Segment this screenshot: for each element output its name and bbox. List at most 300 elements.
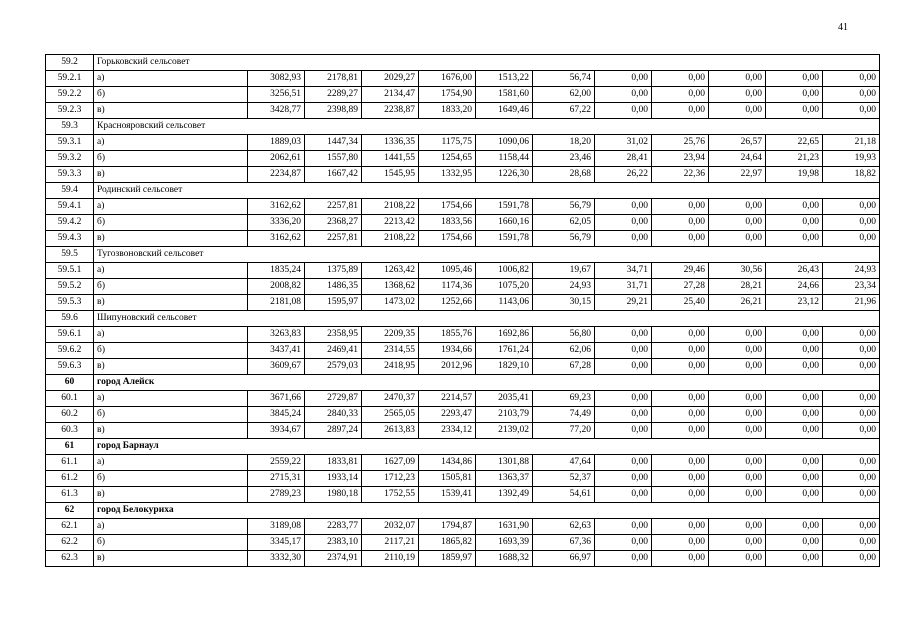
value-cell: 26,21 (709, 295, 766, 311)
value-cell: 0,00 (652, 471, 709, 487)
value-cell: 0,00 (823, 551, 880, 567)
value-cell: 0,00 (709, 343, 766, 359)
value-cell: 2139,02 (476, 423, 533, 439)
row-code: 59.5.2 (46, 279, 94, 295)
value-cell: 18,20 (533, 135, 595, 151)
tariff-table (45, 54, 880, 567)
row-code: 59.6.3 (46, 359, 94, 375)
value-cell: 1226,30 (476, 167, 533, 183)
value-cell: 0,00 (652, 327, 709, 343)
value-cell: 1595,97 (305, 295, 362, 311)
value-cell: 67,28 (533, 359, 595, 375)
value-cell: 0,00 (823, 423, 880, 439)
table-row (46, 135, 880, 151)
table-row (46, 295, 880, 311)
table-row (46, 103, 880, 119)
table-row (46, 551, 880, 567)
value-cell: 1833,81 (305, 455, 362, 471)
value-cell: 24,93 (533, 279, 595, 295)
value-cell: 26,22 (595, 167, 652, 183)
value-cell: 0,00 (652, 359, 709, 375)
value-cell: 2029,27 (362, 71, 419, 87)
section-code: 59.3 (46, 119, 94, 135)
value-cell: 3345,17 (248, 535, 305, 551)
value-cell: 1368,62 (362, 279, 419, 295)
value-cell: 0,00 (709, 407, 766, 423)
value-cell: 0,00 (823, 391, 880, 407)
value-cell: 21,18 (823, 135, 880, 151)
value-cell: 0,00 (709, 215, 766, 231)
value-cell: 0,00 (595, 199, 652, 215)
section-header-row (46, 119, 880, 135)
value-cell: 0,00 (652, 87, 709, 103)
value-cell: 62,63 (533, 519, 595, 535)
value-cell: 0,00 (595, 87, 652, 103)
table-row (46, 71, 880, 87)
value-cell: 1829,10 (476, 359, 533, 375)
value-cell: 0,00 (766, 551, 823, 567)
row-label: б) (94, 151, 248, 167)
value-cell: 23,12 (766, 295, 823, 311)
table-row (46, 471, 880, 487)
row-label: а) (94, 327, 248, 343)
value-cell: 2897,24 (305, 423, 362, 439)
value-cell: 29,46 (652, 263, 709, 279)
value-cell: 1332,95 (419, 167, 476, 183)
section-title: Тугозвоновский сельсовет (94, 247, 880, 263)
value-cell: 1557,80 (305, 151, 362, 167)
value-cell: 1889,03 (248, 135, 305, 151)
section-title: город Белокуриха (94, 503, 880, 519)
row-code: 59.2.1 (46, 71, 94, 87)
value-cell: 29,21 (595, 295, 652, 311)
row-code: 62.1 (46, 519, 94, 535)
value-cell: 0,00 (823, 535, 880, 551)
value-cell: 22,36 (652, 167, 709, 183)
value-cell: 1545,95 (362, 167, 419, 183)
value-cell: 0,00 (709, 231, 766, 247)
value-cell: 3332,30 (248, 551, 305, 567)
value-cell: 2008,82 (248, 279, 305, 295)
value-cell: 0,00 (595, 407, 652, 423)
value-cell: 0,00 (652, 391, 709, 407)
value-cell: 2565,05 (362, 407, 419, 423)
value-cell: 22,97 (709, 167, 766, 183)
value-cell: 1174,36 (419, 279, 476, 295)
section-header-row (46, 247, 880, 263)
value-cell: 62,05 (533, 215, 595, 231)
value-cell: 1301,88 (476, 455, 533, 471)
section-header-row (46, 55, 880, 71)
table-row (46, 279, 880, 295)
table-row (46, 327, 880, 343)
table-row (46, 215, 880, 231)
table-row (46, 519, 880, 535)
value-cell: 2314,55 (362, 343, 419, 359)
table-row (46, 231, 880, 247)
section-title: Горьковский сельсовет (94, 55, 880, 71)
value-cell: 2613,83 (362, 423, 419, 439)
value-cell: 1363,37 (476, 471, 533, 487)
value-cell: 0,00 (766, 391, 823, 407)
value-cell: 1855,76 (419, 327, 476, 343)
value-cell: 2789,23 (248, 487, 305, 503)
section-title: Шипуновский сельсовет (94, 311, 880, 327)
row-code: 59.2.2 (46, 87, 94, 103)
section-header-row (46, 375, 880, 391)
value-cell: 0,00 (652, 535, 709, 551)
value-cell: 1752,55 (362, 487, 419, 503)
value-cell: 0,00 (823, 71, 880, 87)
value-cell: 3428,77 (248, 103, 305, 119)
value-cell: 28,21 (709, 279, 766, 295)
value-cell: 2213,42 (362, 215, 419, 231)
row-label: а) (94, 263, 248, 279)
value-cell: 2383,10 (305, 535, 362, 551)
section-header-row (46, 311, 880, 327)
value-cell: 1252,66 (419, 295, 476, 311)
value-cell: 0,00 (652, 487, 709, 503)
value-cell: 2257,81 (305, 231, 362, 247)
section-code: 59.6 (46, 311, 94, 327)
value-cell: 1833,20 (419, 103, 476, 119)
value-cell: 0,00 (652, 519, 709, 535)
value-cell: 1754,90 (419, 87, 476, 103)
value-cell: 2257,81 (305, 199, 362, 215)
value-cell: 0,00 (823, 359, 880, 375)
value-cell: 22,65 (766, 135, 823, 151)
value-cell: 0,00 (595, 455, 652, 471)
value-cell: 0,00 (709, 87, 766, 103)
value-cell: 52,37 (533, 471, 595, 487)
value-cell: 2289,27 (305, 87, 362, 103)
value-cell: 2103,79 (476, 407, 533, 423)
value-cell: 2559,22 (248, 455, 305, 471)
value-cell: 1667,42 (305, 167, 362, 183)
value-cell: 0,00 (652, 407, 709, 423)
value-cell: 3934,67 (248, 423, 305, 439)
value-cell: 1513,22 (476, 71, 533, 87)
value-cell: 2398,89 (305, 103, 362, 119)
value-cell: 24,93 (823, 263, 880, 279)
value-cell: 1486,35 (305, 279, 362, 295)
row-code: 59.4.2 (46, 215, 94, 231)
value-cell: 2374,91 (305, 551, 362, 567)
row-code: 59.5.1 (46, 263, 94, 279)
value-cell: 0,00 (709, 103, 766, 119)
value-cell: 0,00 (595, 327, 652, 343)
value-cell: 30,15 (533, 295, 595, 311)
table-row (46, 455, 880, 471)
value-cell: 0,00 (652, 231, 709, 247)
value-cell: 0,00 (652, 215, 709, 231)
value-cell: 69,23 (533, 391, 595, 407)
value-cell: 2840,33 (305, 407, 362, 423)
value-cell: 1794,87 (419, 519, 476, 535)
table-row (46, 151, 880, 167)
table-body (46, 55, 880, 567)
row-label: в) (94, 231, 248, 247)
value-cell: 0,00 (652, 199, 709, 215)
value-cell: 1392,49 (476, 487, 533, 503)
value-cell: 0,00 (766, 87, 823, 103)
value-cell: 2368,27 (305, 215, 362, 231)
value-cell: 28,68 (533, 167, 595, 183)
value-cell: 3162,62 (248, 231, 305, 247)
section-code: 59.2 (46, 55, 94, 71)
value-cell: 1835,24 (248, 263, 305, 279)
value-cell: 0,00 (709, 423, 766, 439)
value-cell: 0,00 (709, 519, 766, 535)
value-cell: 2293,47 (419, 407, 476, 423)
section-title: Родинский сельсовет (94, 183, 880, 199)
value-cell: 19,67 (533, 263, 595, 279)
value-cell: 0,00 (595, 343, 652, 359)
row-label: в) (94, 359, 248, 375)
value-cell: 2110,19 (362, 551, 419, 567)
value-cell: 2469,41 (305, 343, 362, 359)
value-cell: 2035,41 (476, 391, 533, 407)
value-cell: 2178,81 (305, 71, 362, 87)
value-cell: 0,00 (823, 455, 880, 471)
value-cell: 56,79 (533, 231, 595, 247)
value-cell: 0,00 (766, 519, 823, 535)
value-cell: 1447,34 (305, 135, 362, 151)
value-cell: 0,00 (766, 487, 823, 503)
value-cell: 77,20 (533, 423, 595, 439)
value-cell: 0,00 (766, 103, 823, 119)
value-cell: 24,64 (709, 151, 766, 167)
value-cell: 54,61 (533, 487, 595, 503)
value-cell: 0,00 (595, 231, 652, 247)
value-cell: 21,23 (766, 151, 823, 167)
value-cell: 0,00 (823, 215, 880, 231)
value-cell: 0,00 (652, 551, 709, 567)
value-cell: 2032,07 (362, 519, 419, 535)
row-code: 60.2 (46, 407, 94, 423)
value-cell: 3162,62 (248, 199, 305, 215)
row-code: 59.5.3 (46, 295, 94, 311)
value-cell: 1505,81 (419, 471, 476, 487)
row-label: б) (94, 535, 248, 551)
value-cell: 26,43 (766, 263, 823, 279)
row-label: а) (94, 71, 248, 87)
value-cell: 2579,03 (305, 359, 362, 375)
value-cell: 1581,60 (476, 87, 533, 103)
table-row (46, 359, 880, 375)
value-cell: 1441,55 (362, 151, 419, 167)
value-cell: 0,00 (709, 455, 766, 471)
value-cell: 0,00 (709, 199, 766, 215)
value-cell: 1006,82 (476, 263, 533, 279)
row-code: 61.1 (46, 455, 94, 471)
value-cell: 3671,66 (248, 391, 305, 407)
row-label: в) (94, 167, 248, 183)
section-title: город Барнаул (94, 439, 880, 455)
value-cell: 1859,97 (419, 551, 476, 567)
value-cell: 62,00 (533, 87, 595, 103)
value-cell: 3082,93 (248, 71, 305, 87)
row-code: 59.4.3 (46, 231, 94, 247)
row-code: 59.3.3 (46, 167, 94, 183)
value-cell: 3437,41 (248, 343, 305, 359)
row-code: 59.2.3 (46, 103, 94, 119)
table-row (46, 423, 880, 439)
value-cell: 56,79 (533, 199, 595, 215)
value-cell: 0,00 (595, 551, 652, 567)
value-cell: 0,00 (823, 407, 880, 423)
value-cell: 0,00 (595, 71, 652, 87)
value-cell: 3263,83 (248, 327, 305, 343)
row-label: в) (94, 295, 248, 311)
section-code: 60 (46, 375, 94, 391)
value-cell: 1539,41 (419, 487, 476, 503)
value-cell: 31,02 (595, 135, 652, 151)
value-cell: 2108,22 (362, 231, 419, 247)
value-cell: 3189,08 (248, 519, 305, 535)
row-label: а) (94, 519, 248, 535)
value-cell: 2283,77 (305, 519, 362, 535)
value-cell: 0,00 (766, 199, 823, 215)
value-cell: 0,00 (652, 423, 709, 439)
value-cell: 1591,78 (476, 231, 533, 247)
value-cell: 0,00 (709, 487, 766, 503)
value-cell: 1692,86 (476, 327, 533, 343)
value-cell: 0,00 (709, 327, 766, 343)
table-row (46, 391, 880, 407)
value-cell: 3256,51 (248, 87, 305, 103)
value-cell: 3609,67 (248, 359, 305, 375)
value-cell: 2470,37 (362, 391, 419, 407)
section-code: 61 (46, 439, 94, 455)
value-cell: 0,00 (595, 391, 652, 407)
row-code: 59.6.1 (46, 327, 94, 343)
table-row (46, 343, 880, 359)
value-cell: 0,00 (766, 71, 823, 87)
value-cell: 19,98 (766, 167, 823, 183)
value-cell: 1693,39 (476, 535, 533, 551)
value-cell: 0,00 (595, 215, 652, 231)
value-cell: 2358,95 (305, 327, 362, 343)
value-cell: 21,96 (823, 295, 880, 311)
value-cell: 0,00 (766, 343, 823, 359)
value-cell: 1933,14 (305, 471, 362, 487)
value-cell: 2729,87 (305, 391, 362, 407)
value-cell: 0,00 (823, 231, 880, 247)
value-cell: 0,00 (823, 199, 880, 215)
value-cell: 1754,66 (419, 231, 476, 247)
row-label: в) (94, 103, 248, 119)
value-cell: 0,00 (709, 71, 766, 87)
value-cell: 0,00 (766, 231, 823, 247)
table-row (46, 535, 880, 551)
value-cell: 0,00 (595, 487, 652, 503)
value-cell: 0,00 (766, 407, 823, 423)
table-row (46, 167, 880, 183)
value-cell: 56,80 (533, 327, 595, 343)
value-cell: 0,00 (823, 487, 880, 503)
value-cell: 2234,87 (248, 167, 305, 183)
value-cell: 1754,66 (419, 199, 476, 215)
row-label: а) (94, 135, 248, 151)
value-cell: 1336,35 (362, 135, 419, 151)
value-cell: 1631,90 (476, 519, 533, 535)
value-cell: 62,06 (533, 343, 595, 359)
table-row (46, 199, 880, 215)
value-cell: 1375,89 (305, 263, 362, 279)
value-cell: 30,56 (709, 263, 766, 279)
row-label: а) (94, 199, 248, 215)
value-cell: 25,76 (652, 135, 709, 151)
value-cell: 66,97 (533, 551, 595, 567)
row-label: б) (94, 471, 248, 487)
value-cell: 2012,96 (419, 359, 476, 375)
value-cell: 67,22 (533, 103, 595, 119)
value-cell: 1649,46 (476, 103, 533, 119)
value-cell: 24,66 (766, 279, 823, 295)
row-label: б) (94, 87, 248, 103)
value-cell: 34,71 (595, 263, 652, 279)
value-cell: 0,00 (709, 471, 766, 487)
value-cell: 1095,46 (419, 263, 476, 279)
section-code: 59.4 (46, 183, 94, 199)
row-label: б) (94, 343, 248, 359)
value-cell: 0,00 (652, 343, 709, 359)
value-cell: 3336,20 (248, 215, 305, 231)
value-cell: 2181,08 (248, 295, 305, 311)
value-cell: 0,00 (823, 343, 880, 359)
value-cell: 67,36 (533, 535, 595, 551)
value-cell: 28,41 (595, 151, 652, 167)
value-cell: 74,49 (533, 407, 595, 423)
value-cell: 0,00 (766, 215, 823, 231)
value-cell: 0,00 (595, 423, 652, 439)
section-header-row (46, 183, 880, 199)
value-cell: 0,00 (766, 471, 823, 487)
row-code: 59.6.2 (46, 343, 94, 359)
value-cell: 1473,02 (362, 295, 419, 311)
value-cell: 31,71 (595, 279, 652, 295)
value-cell: 1660,16 (476, 215, 533, 231)
row-code: 62.2 (46, 535, 94, 551)
section-title: Краснояровский сельсовет (94, 119, 880, 135)
value-cell: 2715,31 (248, 471, 305, 487)
value-cell: 23,46 (533, 151, 595, 167)
row-label: в) (94, 487, 248, 503)
section-code: 59.5 (46, 247, 94, 263)
value-cell: 25,40 (652, 295, 709, 311)
value-cell: 2418,95 (362, 359, 419, 375)
row-code: 59.3.1 (46, 135, 94, 151)
value-cell: 1143,06 (476, 295, 533, 311)
value-cell: 0,00 (652, 71, 709, 87)
value-cell: 1865,82 (419, 535, 476, 551)
table-row (46, 263, 880, 279)
row-code: 59.3.2 (46, 151, 94, 167)
value-cell: 0,00 (709, 359, 766, 375)
value-cell: 2209,35 (362, 327, 419, 343)
table-row (46, 487, 880, 503)
row-label: в) (94, 551, 248, 567)
value-cell: 0,00 (823, 471, 880, 487)
table-row (46, 87, 880, 103)
value-cell: 1158,44 (476, 151, 533, 167)
value-cell: 1434,86 (419, 455, 476, 471)
value-cell: 1934,66 (419, 343, 476, 359)
section-header-row (46, 439, 880, 455)
section-title: город Алейск (94, 375, 880, 391)
value-cell: 0,00 (823, 327, 880, 343)
